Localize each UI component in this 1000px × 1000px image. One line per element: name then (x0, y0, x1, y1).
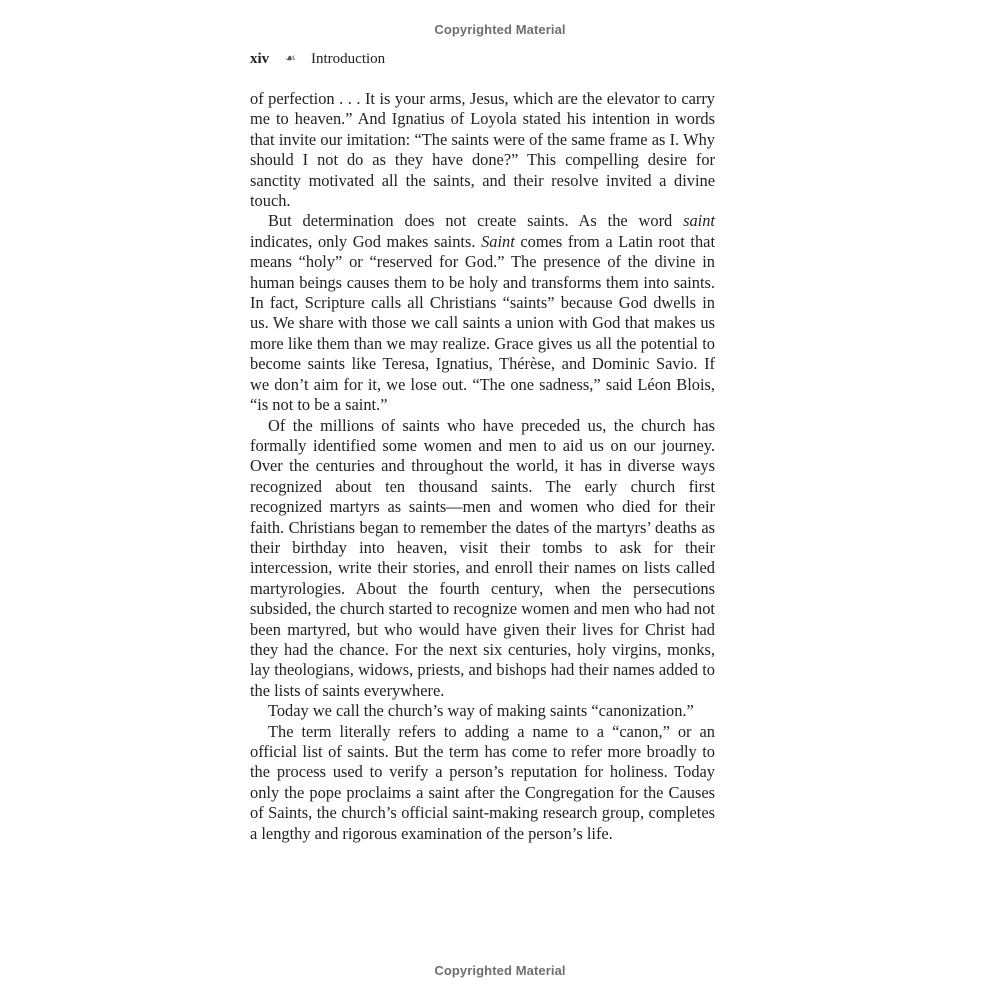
body-text (250, 89, 715, 844)
italic-term-saint: saint (683, 211, 715, 231)
paragraph-2-part-1: But determination does not create saints. As the word (268, 211, 684, 231)
paragraph-1: of perfection . . . It is your arms, Jesus, which are the elevator to carry me to heaven.” And Ignatius of Loyola stated his intention in words that invite our imitation: “The saints were of the same frame as I. Why should I not do as they have done?” This compelling desire for sanctity motivated all the saints, and their resolve invited a divine touch. (250, 89, 715, 211)
italic-term-saint-capitalized: Saint (481, 231, 515, 251)
copyright-watermark-bottom: Copyrighted Material (434, 963, 566, 978)
paragraph-3: Of the millions of saints who have preceded us, the church has formally identified some women and men to aid us on our journey. Over the centuries and throughout the world, it has in diverse ways recognized about ten thousand saints. The early church first recognized martyrs as saints—men and women who died for their faith. Christians began to remember the dates of the martyrs’ deaths as their birthday into heaven, visit their tombs to ask for their intercession, write their stories, and enroll their names on lists called martyrologies. About the fourth century, when the persecutions subsided, the church started to recognize women and men who had not been martyred, but who would have given their lives for Christ had they had the chance. For the next six centuries, holy virgins, monks, lay theologians, widows, priests, and bishops had their names added to the lists of saints everywhere. (250, 415, 715, 700)
leaf-ornament-icon: ☙ (285, 51, 296, 65)
paragraph-4: Today we call the church’s way of making saints “canonization.” (268, 701, 694, 721)
page-number: xiv (250, 51, 270, 67)
running-head (250, 51, 730, 73)
section-title: Introduction (311, 51, 386, 67)
paragraph-5: The term literally refers to adding a name to a “canon,” or an official list of saints. But the term has come to refer more broadly to the process used to verify a person’s reputation for holiness. Today only the pope proclaims a saint after the Congregation for the Causes of Saints, the church’s official saint-making research group, completes a lengthy and rigorous examination of the person’s life. (250, 721, 715, 843)
paragraph-2-part-2: indicates, only God makes saints. (250, 231, 482, 251)
paragraph-2-part-3: comes from a Latin root that means “holy” or “reserved for God.” The presence of the divine in human beings causes them to be holy and transforms them into saints. In fact, Scripture calls all Christians “saints” because God dwells in us. We share with those we call saints a union with God that makes us more like them than we may realize. Grace gives us all the potential to become saints like Teresa, Ignatius, Thérèse, and Dominic Savio. If we don’t aim for it, we lose out. “The one sadness,” said Léon Blois, “is not to be a saint.” (250, 231, 716, 415)
paragraph-2 (250, 211, 715, 415)
copyright-watermark-top: Copyrighted Material (434, 22, 566, 37)
